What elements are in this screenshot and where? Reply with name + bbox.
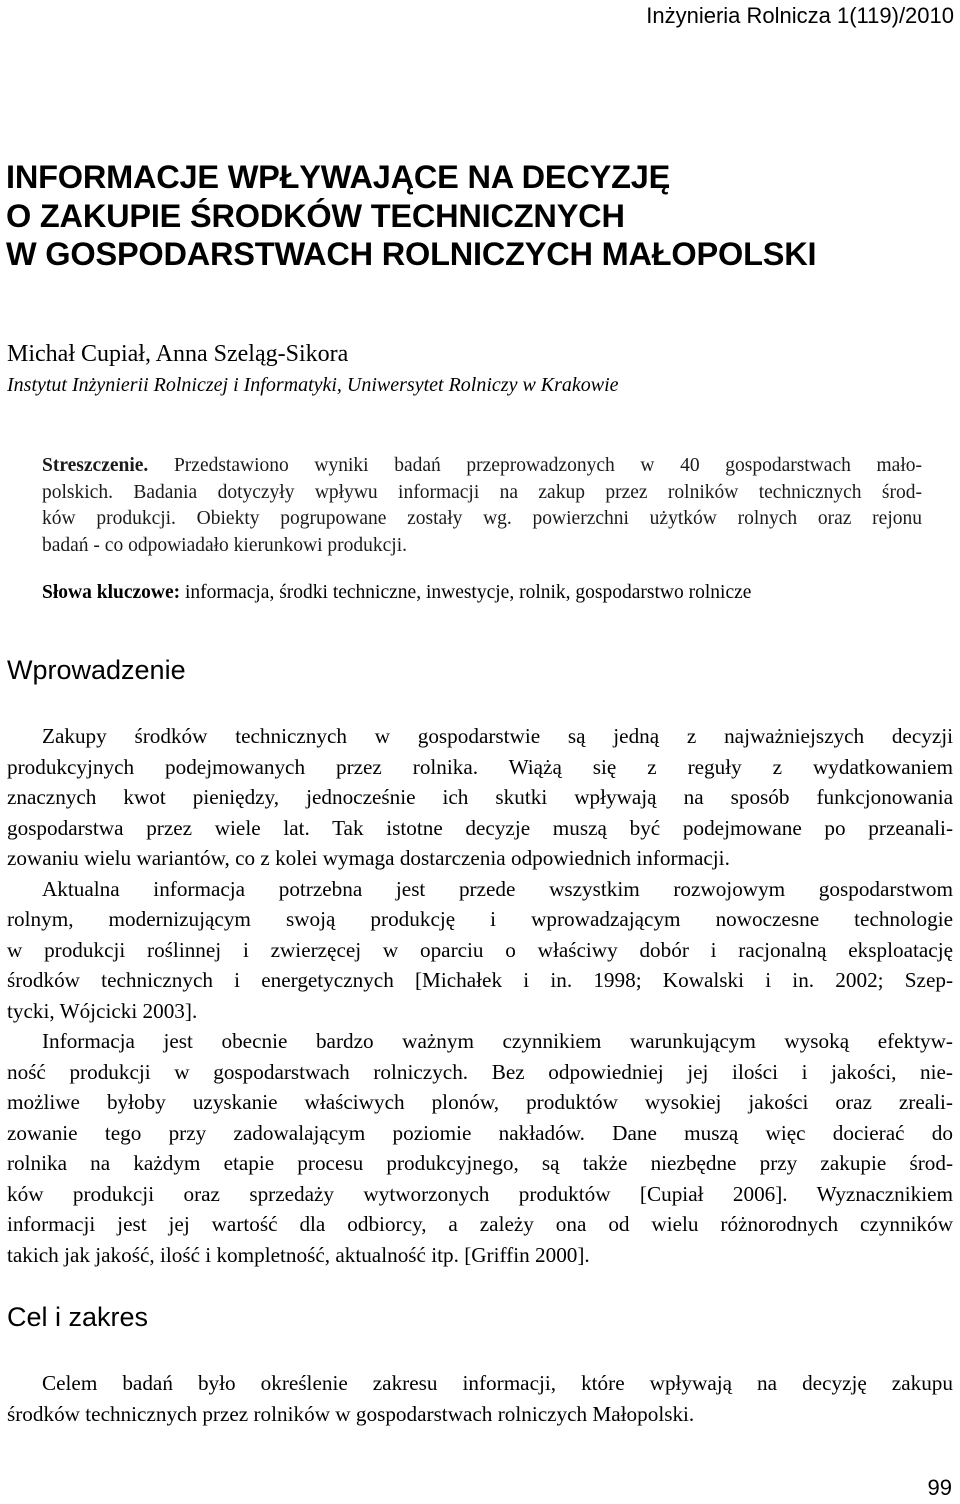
text-line: w produkcji roślinnej i zwierzęcej w oparciu o właściwy dobór i racjonalną eksploatację: [7, 937, 953, 962]
journal-header: Inżynieria Rolnicza 1(119)/2010: [646, 3, 954, 28]
authors: Michał Cupiał, Anna Szeląg-Sikora: [7, 341, 349, 367]
text-line: zowaniu wielu wariantów, co z kolei wymaga dostarczenia odpowiednich informacji.: [7, 846, 730, 870]
text-line: Informacja jest obecnie bardzo ważnym czynnikiem warunkującym wysoką efektyw-: [42, 1029, 953, 1053]
text-line: tycki, Wójcicki 2003].: [7, 998, 198, 1023]
abstract-label: Streszczenie.: [42, 455, 149, 476]
paragraph: [7, 874, 953, 1027]
paragraph: [7, 721, 953, 874]
affiliation: Instytut Inżynierii Rolniczej i Informatyki, Uniwersytet Rolniczy w Krakowie: [7, 374, 619, 396]
text-line: środków technicznych przez rolników w gospodarstwach rolniczych Małopolski.: [7, 1401, 695, 1426]
abstract-line: ków produkcji. Obiekty pogrupowane zostały wg. powierzchni użytków rolnych oraz rejonu: [42, 508, 922, 529]
text-line: środków technicznych i energetycznych [Michałek i in. 1998; Kowalski i in. 2002; Szep-: [7, 968, 953, 992]
abstract-line: badań - co odpowiadało kierunkowi produkcji.: [42, 534, 407, 556]
paper-title: [6, 158, 956, 274]
text-line: rolnym, modernizującym swoją produkcję i wprowadzającym nowoczesne technologie: [7, 907, 953, 931]
section-body-wprowadzenie: [7, 721, 953, 1270]
title-line: O ZAKUPIE ŚRODKÓW TECHNICZNYCH: [6, 197, 625, 234]
section-heading-cel-i-zakres: Cel i zakres: [7, 1302, 149, 1332]
text-line: informacji jest jej wartość dla odbiorcy, a zależy ona od wielu różnorodnych czynników: [7, 1212, 953, 1236]
section-body-cel-i-zakres: [7, 1368, 953, 1429]
text-line: takich jak jakość, ilość i kompletność, aktualność itp. [Griffin 2000].: [7, 1242, 590, 1267]
paragraph: [7, 1026, 953, 1270]
title-line: INFORMACJE WPŁYWAJĄCE NA DECYZJĘ: [6, 159, 671, 195]
keywords-label: Słowa kluczowe:: [42, 582, 181, 603]
paragraph: [7, 1368, 953, 1429]
abstract: [42, 453, 922, 559]
keywords: [42, 580, 942, 606]
keywords-text: informacja, środki techniczne, inwestycje, rolnik, gospodarstwo rolnicze: [180, 582, 752, 603]
title-line: W GOSPODARSTWACH ROLNICZYCH MAŁOPOLSKI: [6, 236, 817, 272]
text-line: znacznych kwot pieniędzy, jednocześnie ich skutki wpływają na sposób funkcjonowania: [7, 785, 953, 809]
abstract-line: [42, 453, 922, 480]
abstract-text: Przedstawiono wyniki badań przeprowadzonych w 40 gospodarstwach mało-: [148, 455, 922, 476]
text-line: zowanie tego przy zadowalającym poziomie nakładów. Dane muszą więc docierać do: [7, 1120, 953, 1145]
page-number: 99: [927, 1475, 952, 1500]
text-line: rolnika na każdym etapie procesu produkcyjnego, są także niezbędne przy zakupie środ-: [7, 1151, 953, 1175]
text-line: Aktualna informacja potrzebna jest przede wszystkim rozwojowym gospodarstwom: [42, 876, 953, 901]
text-line: możliwe byłoby uzyskanie właściwych plonów, produktów wysokiej jakości oraz zreali-: [7, 1090, 953, 1114]
text-line: ków produkcji oraz sprzedaży wytworzonych produktów [Cupiał 2006]. Wyznacznikiem: [7, 1181, 953, 1206]
abstract-line: polskich. Badania dotyczyły wpływu informacji na zakup przez rolników technicznych środ-: [42, 481, 922, 503]
text-line: produkcyjnych podejmowanych przez rolnika. Wiążą się z reguły z wydatkowaniem: [7, 754, 953, 779]
text-line: gospodarstwa przez wiele lat. Tak istotne decyzje muszą być podejmowane po przeanali-: [7, 815, 953, 840]
text-line: Celem badań było określenie zakresu informacji, które wpływają na decyzję zakupu: [42, 1371, 953, 1395]
text-line: ność produkcji w gospodarstwach rolniczych. Bez odpowiedniej jej ilości i jakości, nie-: [7, 1059, 953, 1084]
text-line: Zakupy środków technicznych w gospodarstwie są jedną z najważniejszych decyzji: [42, 724, 953, 748]
section-heading-wprowadzenie: Wprowadzenie: [7, 655, 186, 685]
